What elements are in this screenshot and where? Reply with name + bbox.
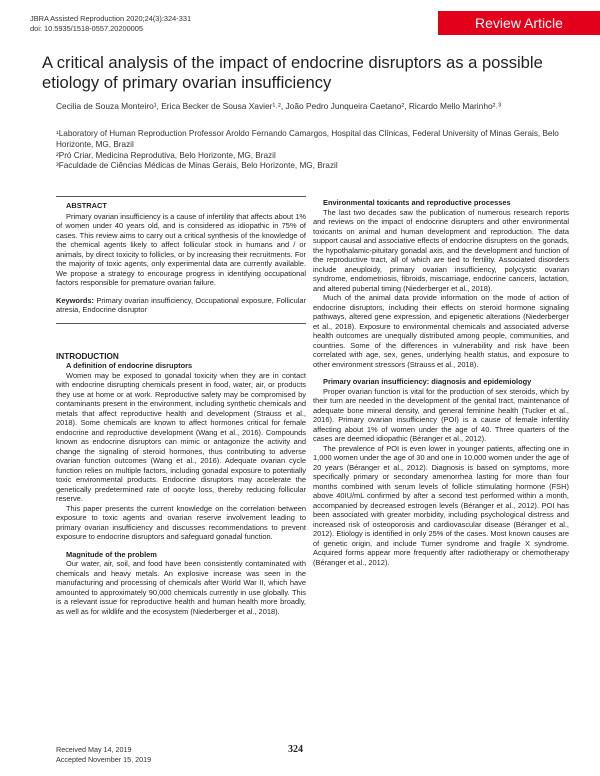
affiliation-1: ¹Laboratory of Human Reproduction Professor Aroldo Fernando Camargos, Hospital das Clínicas, Federal University of Minas Gerais, Belo Horizonte, MG, Brazil xyxy=(56,129,559,149)
left-column xyxy=(56,201,306,616)
poi-paragraph-1: Proper ovarian function is vital for the production of sex steroids, which by their turn are needed in the development of the genital tract, maintenance of adequate bone mineral density, and general feminine health (Tucker et al., 2016). Primary ovarian insufficiency (POI) is a cause of female infertility affecting about 1% of women under the age of 40. Three quarters of the cases are deemed idiopathic (Béranger et al., 2012). xyxy=(313,386,569,443)
journal-header xyxy=(30,14,191,33)
definition-paragraph-1: Women may be exposed to gonadal toxicity when they are in contact with endocrine disrupting chemicals present in food, water, air, or products they use at home or at work. Reproductive safety may be compromised by contaminants present in the environment, including synthetic chemicals and metals that affect reproductive health and development (Strauss et al., 2018). Some chemicals are known to affect hormones critical for female endocrine and reproductive development (Wang et al., 2016). Compounds known as endocrine disruptors can mimic or antagonize the activity and change the signaling of steroid hormones, thus contributing to adverse ovarian function outcomes (Wang et al., 2016). Adequate ovarian cycle function relies on multiple factors, including gonadal exposure to potentially toxic environmental products. Endocrine disruptors may accelerate the genetically predetermined rate of oocyte loss, thereby reducing follicular reserve. xyxy=(56,370,306,503)
definition-heading: A definition of endocrine disruptors xyxy=(66,361,193,370)
affiliation-2: ²Pró Criar, Medicina Reprodutiva, Belo Horizonte, MG, Brazil xyxy=(56,150,276,160)
definition-paragraph-2: This paper presents the current knowledge on the correlation between exposure to toxic agents and ovarian reserve involvement leading to primary ovarian insufficiency and discusses recommendations to prevent exposure to endocrine disruptors and safeguard gonadal function. xyxy=(56,503,306,541)
magnitude-heading: Magnitude of the problem xyxy=(66,549,157,559)
dates-footer xyxy=(56,745,151,764)
keywords-label: Keywords: xyxy=(56,295,95,305)
environmental-paragraph-2: Much of the animal data provide information on the mode of action of endocrine disruptors, including their effects on steroid hormone signaling pathways, altered gene expression, and epigenetic alterations (Niederberger et al., 2018). Exposure to environmental chemicals and associated adverse health outcomes are unequally distributed among people, communities, and countries. Some of the differences in vulnerability and risk have been correlated with age, sex, genes, underlying health status, and exposure to other environment stressors (Strauss et al., 2018). xyxy=(313,293,569,369)
page-number: 324 xyxy=(288,744,303,755)
poi-heading: Primary ovarian insufficiency: diagnosis and epidemiology xyxy=(323,377,532,386)
accepted-date: Accepted November 15, 2019 xyxy=(56,754,152,764)
affiliation-3: ³Faculdade de Ciências Médicas de Minas Gerais, Belo Horizonte, MG, Brazil xyxy=(56,161,338,171)
abstract-heading: ABSTRACT xyxy=(66,201,107,210)
article-type-badge: Review Article xyxy=(438,11,600,35)
right-column xyxy=(313,198,569,567)
abstract-top-rule xyxy=(56,196,306,197)
abstract-text: Primary ovarian insufficiency is a cause of infertility that affects about 1% of women under 40 years old, and is considered as idiopathic in 75% of cases. This review aims to carry out a critical synthesis of the knowledge of the chemical agents likely to affect follicular stock in humans and / or animals, by direct toxicity to follicles, or by increasing their recruitments. For the majority of toxic agents, only experimental data are currently available. We propose a strategy to encourage progress in identifying occupational factors responsible for premature ovarian failure. xyxy=(56,211,306,287)
introduction-heading: INTRODUCTION xyxy=(56,351,119,361)
keywords-text: Primary ovarian insufficiency, Occupational exposure, Follicular atresia, Endocrine disruptor xyxy=(56,295,306,314)
keywords xyxy=(56,296,306,315)
doi[interactable]: doi: 10.5935/1518-0557.20200005 xyxy=(30,23,144,33)
received-date: Received May 14, 2019 xyxy=(56,745,132,754)
abstract-bottom-rule xyxy=(56,323,306,324)
environmental-paragraph-1: The last two decades saw the publication of numerous research reports and reviews on the impact of endocrine disrupters and other environmental toxicants on animal and human development and reproduction. The data support causal and associative effects of endocrine disrupters on the gonads, the hypothalamic-pituitary gonadal axis, and the development and function of the reproductive tract, all of which are tied to fertility. Associated disorders include aneuploidy, primary ovarian insufficiency, polycystic ovarian syndrome, endometriosis, fibroids, miscarriage, endocrine cancers, lactation, and altered pubertal timing (Niederberger et al., 2018). xyxy=(313,207,569,293)
magnitude-paragraph-1: Our water, air, soil, and food have been consistently contaminated with chemicals and heavy metals. An explosive increase was seen in the manufacturing and processing of chemicals after World War II, which have amounted to approximately 90,000 chemicals currently in use globally. This is a relevant issue for reproductive health and human health more broadly, as well as for wildlife and the ecosystem (Niederberger et al., 2018). xyxy=(56,559,306,616)
article-title: A critical analysis of the impact of endocrine disruptors as a possible etiology of primary ovarian insufficiency xyxy=(42,53,543,92)
environmental-heading: Environmental toxicants and reproductive processes xyxy=(323,198,511,207)
journal-citation: JBRA Assisted Reproduction 2020;24(3):324-331 xyxy=(30,14,192,23)
affiliations xyxy=(56,129,566,172)
author-list: Cecilia de Souza Monteiro¹, Erica Becker de Sousa Xavier¹˒², João Pedro Junqueira Caetano², Ricardo Mello Marinho²˒³ xyxy=(56,101,502,111)
poi-paragraph-2: The prevalence of POI is even lower in younger patients, affecting one in 1,000 women under the age of 30 and one in 10,000 women under the age of 20 years (Béranger et al., 2012). Diagnosis is based on symptoms, more specifically primary or secondary amenorrhea lasting for more than four months combined with serum levels of follicle stimulating hormone (FSH) above 40IU/mL confirmed by after a second test performed within a month, accompanied by decreased estrogen levels (Béranger et al., 2012). POI has been associated with greater morbidity, including psychological distress and increased risk of osteoporosis and cardiovascular disease (Béranger et al., 2012). Etiology is identified in only 25% of the cases. Most known causes are of genetic origin, and include Turner syndrome and fragile X syndrome. Acquired forms appear more frequently after radiotherapy or chemotherapy (Béranger et al., 2012). xyxy=(313,443,569,567)
